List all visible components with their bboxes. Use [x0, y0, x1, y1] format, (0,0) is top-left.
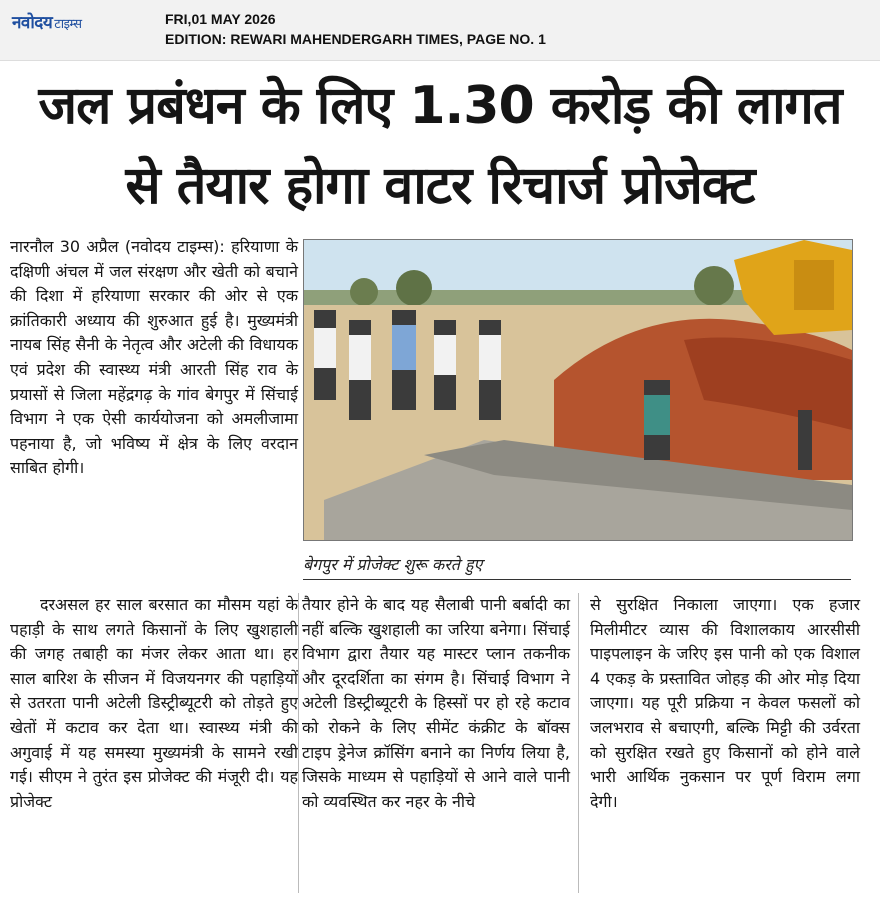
- article-paragraph-1: नारनौल 30 अप्रैल (नवोदय टाइम्स): हरियाणा के दक्षिणी अंचल में जल संरक्षण और खेती को बचाने की दिशा में हरियाणा सरकार की ओर से एक क्रांतिकारी अध्याय की शुरुआत हुई है। मुख्यमंत्री नायब सिंह सैनी के नेतृत्व और अटेली की विधायक एवं प्रदेश की स्वास्थ्य मंत्री आरती सिंह राव के प्रयासों से जिला महेंद्रगढ़ के गांव बेगपुर में सिंचाई विभाग ने एक ऐसी कार्ययोजना को अमलीजामा पहनाया है, जो भविष्य में क्षेत्र के लिए वरदान साबित होगी।: [10, 237, 298, 478]
- article-photo: [303, 239, 853, 541]
- newspaper-logo[interactable]: [12, 10, 82, 33]
- photo-caption: बेगपुर में प्रोजेक्ट शुरू करते हुए: [303, 553, 851, 580]
- headline-line-2: से तैयार होगा वाटर रिचार्ज प्रोजेक्ट: [125, 156, 755, 216]
- article-headline: [0, 66, 880, 226]
- article-paragraph-3: तैयार होने के बाद यह सैलाबी पानी बर्बादी का नहीं बल्कि खुशहाली का जरिया बनेगा। सिंचाई विभाग द्वारा तैयार यह मास्टर प्लान तकनीक और दूरदर्शिता का संगम है। सिंचाई विभाग ने अटेली डिस्ट्रीब्यूटरी के हिस्सों पर हो रहे कटाव को रोकने के लिए सीमेंट कंक्रीट के बॉक्स टाइप ड्रेनेज क्रॉसिंग बनाने का निर्णय लिया है, जिसके माध्यम से पहाड़ियों से आने वाले पानी को व्यवस्थित कर नहर के नीचे: [302, 595, 570, 811]
- article-column-3: [590, 593, 860, 814]
- column-divider: [298, 593, 299, 893]
- article-paragraph-4: से सुरक्षित निकाला जाएगा। एक हजार मिलीमीटर व्यास की विशालकाय आरसीसी पाइपलाइन के जरिए इस पानी को एक विशाल 4 एकड़ के प्रस्तावित जोहड़ की ओर मोड़ दिया जाएगा। यह पूरी प्रक्रिया न केवल फसलों को जलभराव से बचाएगी, बल्कि मिट्टी की उर्वरता को सुरक्षित रखते हुए किसानों को होने वाले भारी आर्थिक नुकसान पर पूर्ण विराम लगा देगी।: [590, 595, 860, 811]
- column-divider: [578, 593, 579, 893]
- masthead-bar: [0, 0, 880, 61]
- article-column-2: [302, 593, 570, 814]
- headline-line-1: जल प्रबंधन के लिए 1.30 करोड़ की लागत: [38, 76, 842, 136]
- issue-date: FRI,01 MAY 2026: [165, 11, 276, 27]
- edition-info: [165, 9, 546, 49]
- logo-sub-text: टाइम्स: [54, 17, 82, 32]
- article-column-1-top: [10, 235, 298, 481]
- article-column-1-bottom: [10, 593, 298, 814]
- article-paragraph-2: दरअसल हर साल बरसात का मौसम यहां के पहाड़ी के साथ लगते किसानों के लिए खुशहाली की जगह तबाही का मंजर लेकर आता था। हर साल बारिश के सीजन में विजयनगर की पहाड़ियों से उतरता पानी अटेली डिस्ट्रीब्यूटरी को तोड़ते हुए खेतों में कटाव कर देता था। स्वास्थ्य मंत्री की अगुवाई में यह समस्या मुख्यमंत्री के सामने रखी गई। सीएम ने तुरंत इस प्रोजेक्ट की मंजूरी दी। यह प्रोजेक्ट: [10, 595, 298, 811]
- logo-main-text: नवोदय: [12, 13, 53, 33]
- edition-name: EDITION: REWARI MAHENDERGARH TIMES, PAGE NO. 1: [165, 31, 546, 47]
- construction-site-image: [304, 240, 852, 540]
